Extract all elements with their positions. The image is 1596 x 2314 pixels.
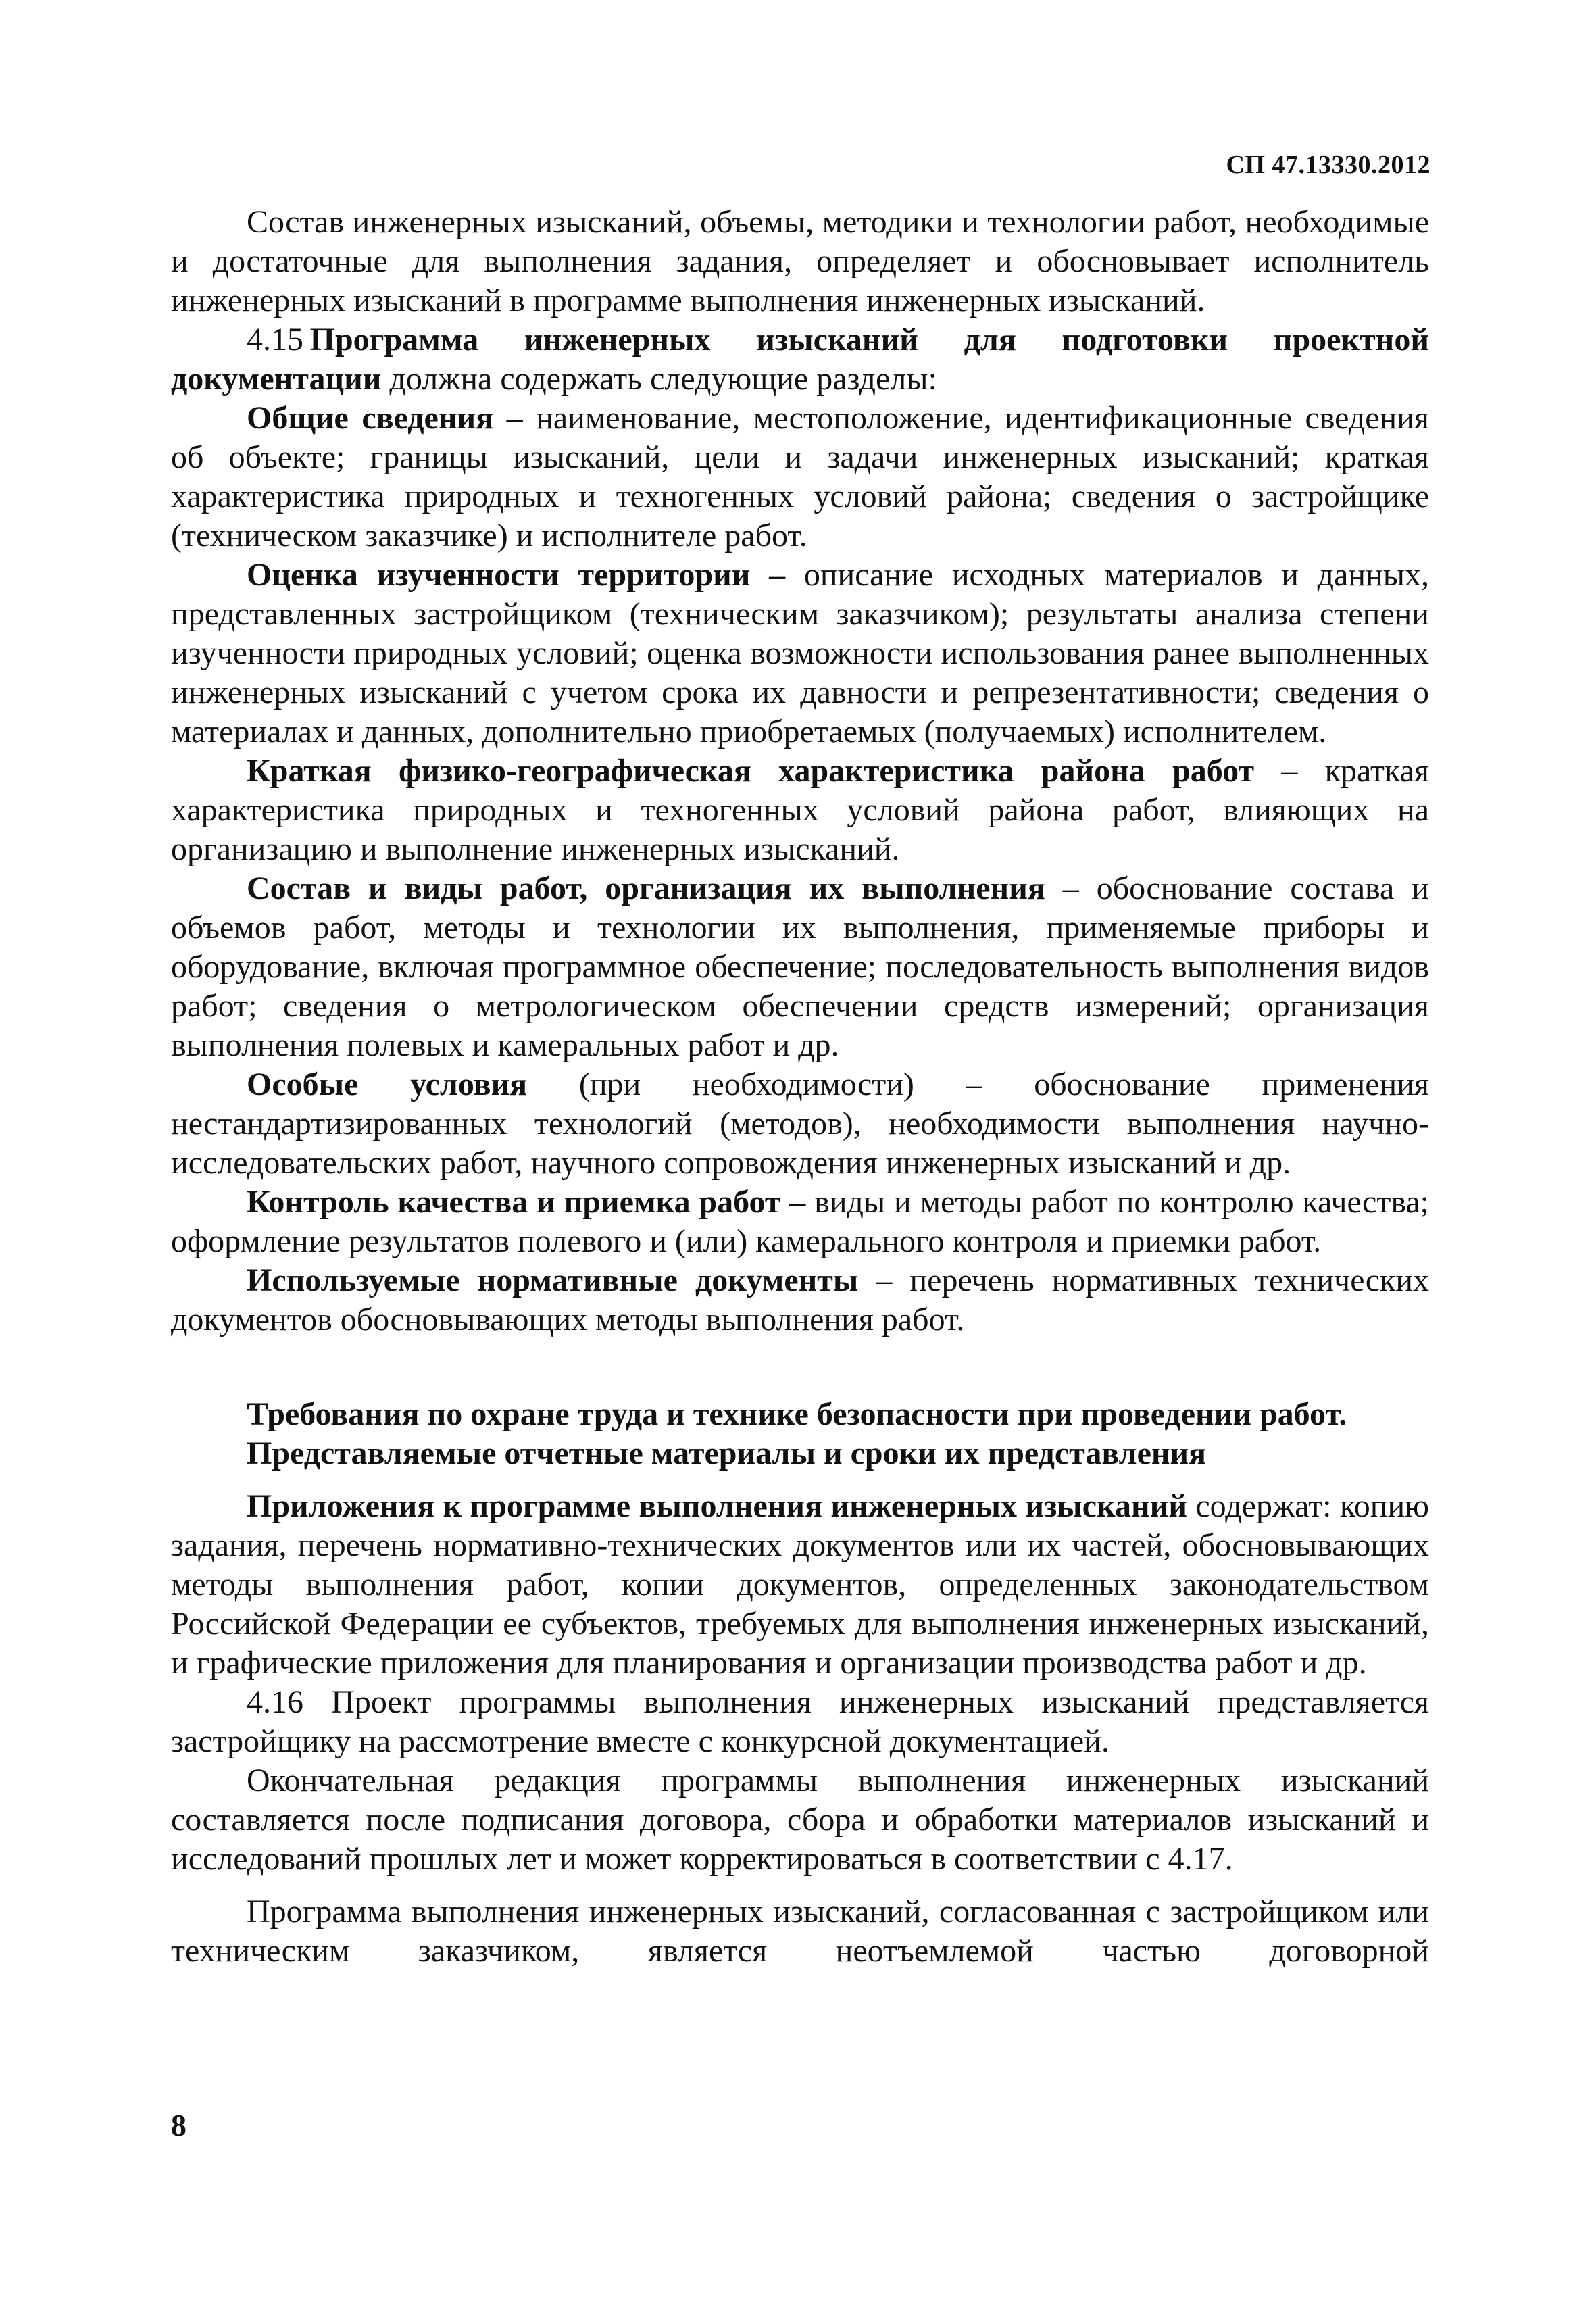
paragraph-program-agreement: Программа выполнения инженерных изысканий, согласованная с застройщиком или техническим заказчиком, является неотъемлемой частью договорной [171, 1894, 1429, 1969]
spacer [171, 1473, 1429, 1487]
section-heading-line: Требования по охране труда и технике безопасности при проведении работ. [247, 1396, 1347, 1432]
term-heading: Оценка изученности территории [247, 557, 751, 593]
clause-number: 4.15 [247, 322, 303, 358]
paragraph-4-16: 4.16 Проект программы выполнения инженерных изысканий представляется застройщику на рассмотрение вместе с конкурсной документацией. [171, 1684, 1429, 1759]
term-heading: Состав и виды работ, организация их выполнения [247, 870, 1045, 906]
term-heading: Общие сведения [247, 400, 494, 436]
spacer [171, 1339, 1429, 1395]
paragraph-4-15: 4.15 Программа инженерных изысканий для подготовки проектной документации должна содержать следующие разделы: [171, 322, 1429, 397]
paragraph-territory-study: Оценка изученности территории – описание исходных материалов и данных, представленных застройщиком (техническим заказчиком); результаты анализа степени изученности природных условий; оценка возможности использования ранее выполненных инженерных изысканий с учетом срока их давности и репрезентативности; сведения о материалах и данных, дополнительно приобретаемых (получаемых) исполнителем. [171, 557, 1429, 749]
paragraph-final-edition: Окончательная редакция программы выполнения инженерных изысканий составляется после подписания договора, сбора и обработки материалов изысканий и исследований прошлых лет и может корректироваться в соответствии с 4.17. [171, 1763, 1429, 1877]
paragraph-physical-geography: Краткая физико-географическая характеристика района работ – краткая характеристика природных и техногенных условий района работ, влияющих на организацию и выполнение инженерных изысканий. [171, 753, 1430, 867]
section-heading [171, 1395, 1429, 1473]
paragraph-work-composition: Состав и виды работ, организация их выполнения – обоснование состава и объемов работ, методы и технологии их выполнения, применяемые приборы и оборудование, включая программное обеспечение; последовательность выполнения видов работ; сведения о метрологическом обеспечении средств измерений; организация выполнения полевых и камеральных работ и др. [171, 870, 1429, 1063]
term-heading: Контроль качества и приемка работ [247, 1184, 781, 1220]
paragraph-special-conditions: Особые условия (при необходимости) – обоснование применения нестандартизированных технологий (методов), необходимости выполнения научно-исследовательских работ, научного сопровождения инженерных изысканий и др. [171, 1066, 1430, 1181]
paragraph-normative-documents: Используемые нормативные документы – перечень нормативных технических документов обосновывающих методы выполнения работ. [171, 1262, 1430, 1337]
section-heading-line: Представляемые отчетные материалы и сроки их представления [247, 1435, 1207, 1471]
paragraph-appendices: Приложения к программе выполнения инженерных изысканий содержат: копию задания, перечень нормативно-технических документов или их частей, обосновывающих методы выполнения работ, копии документов, определенных законодательством Российской Федерации ее субъектов, требуемых для выполнения инженерных изысканий, и графические приложения для планирования и организации производства работ и др. [171, 1488, 1429, 1681]
term-heading: Программа инженерных изысканий для подготовки проектной документации [171, 322, 1429, 397]
clause-number: 4.16 [247, 1684, 303, 1720]
paragraph-general-info: Общие сведения – наименование, местоположение, идентификационные сведения об объекте; границы изысканий, цели и задачи инженерных изысканий; краткая характеристика природных и техногенных условий района; сведения о застройщике (техническом заказчике) и исполнителе работ. [171, 400, 1429, 553]
paragraph-quality-control: Контроль качества и приемка работ – виды и методы работ по контролю качества; оформление результатов полевого и (или) камерального контроля и приемки работ. [171, 1184, 1429, 1259]
term-heading: Приложения к программе выполнения инженерных изысканий [247, 1488, 1187, 1524]
page-number: 8 [171, 2108, 186, 2142]
term-heading: Особые условия [247, 1066, 528, 1102]
term-heading: Краткая физико-географическая характеристика района работ [247, 753, 1255, 789]
spacer [171, 1879, 1429, 1892]
paragraph-composition: Состав инженерных изысканий, объемы, методики и технологии работ, необходимые и достаточные для выполнения задания, определяет и обосновывает исполнитель инженерных изысканий в программе выполнения инженерных изысканий. [171, 204, 1429, 318]
document-body [171, 203, 1429, 1971]
term-heading: Используемые нормативные документы [247, 1262, 859, 1298]
document-code: СП 47.13330.2012 [1226, 151, 1430, 179]
